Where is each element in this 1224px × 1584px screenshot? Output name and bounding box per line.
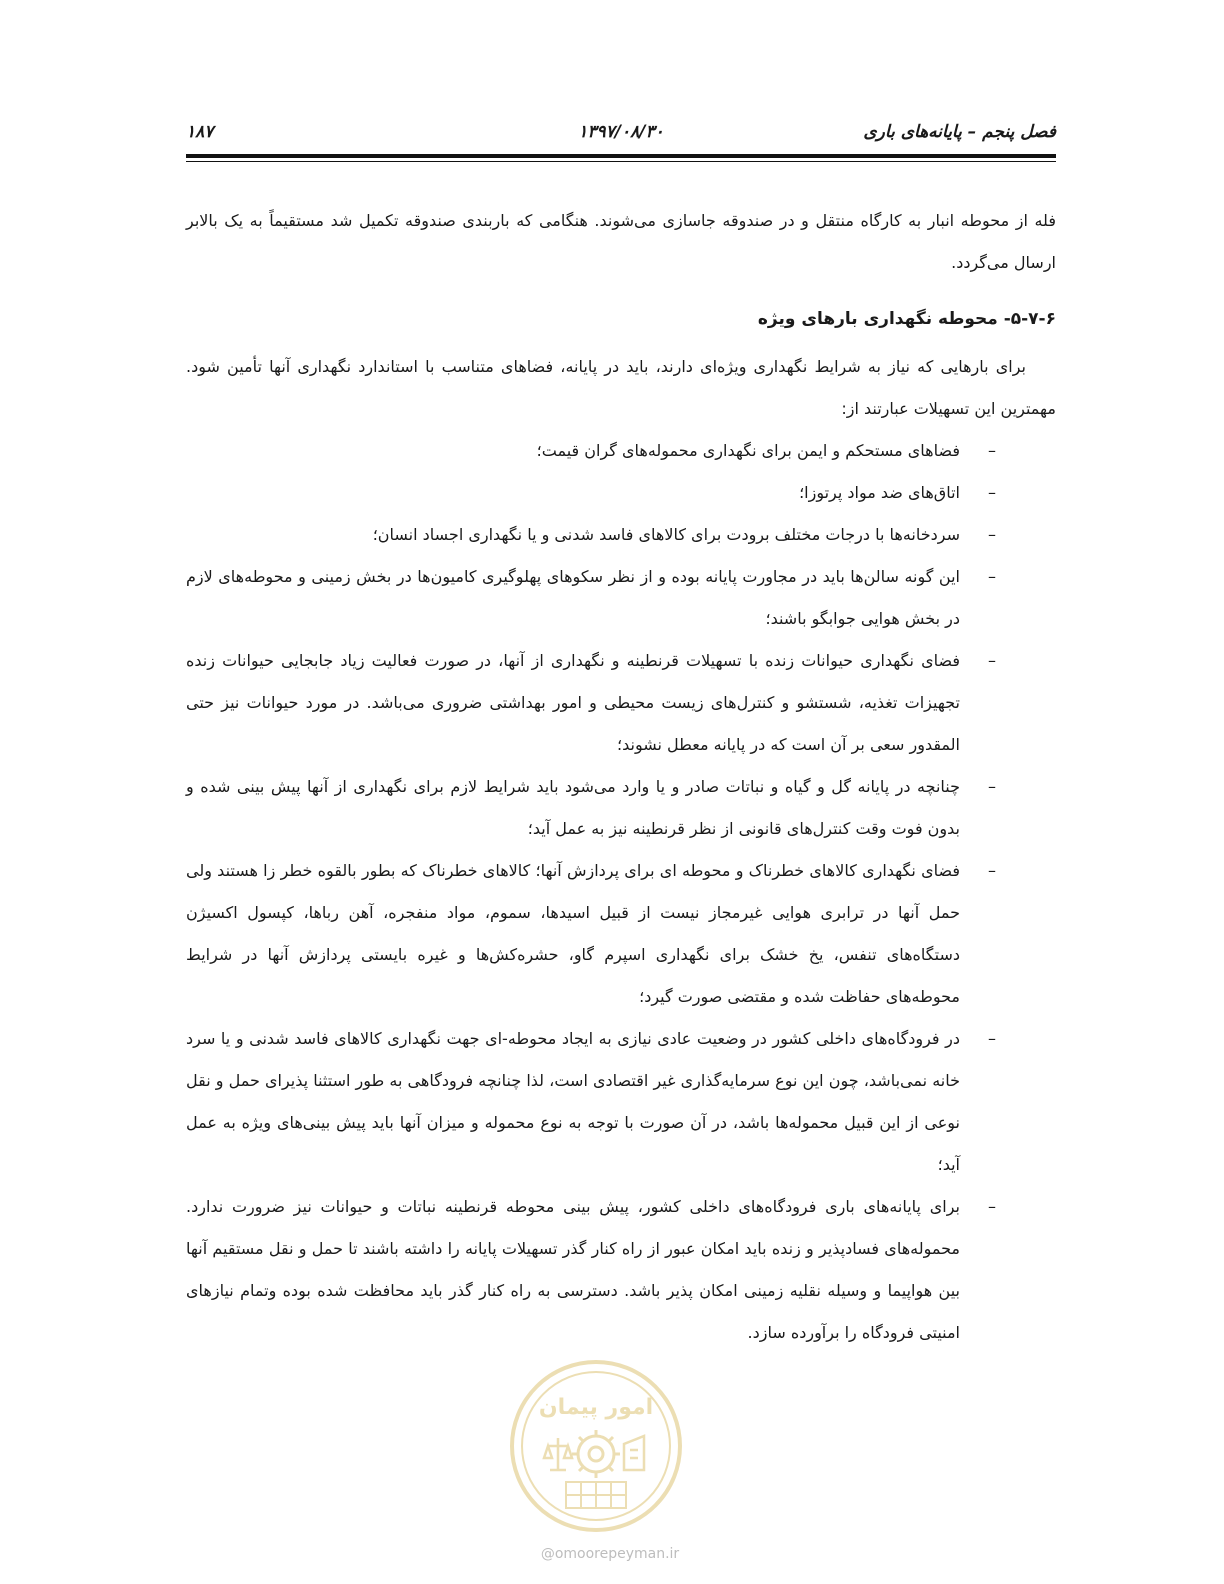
list-item — [186, 1186, 1056, 1354]
chapter-title: فصل پنجم – پایانه‌های باری — [863, 122, 1056, 142]
bullet-dash: – — [988, 483, 996, 502]
list-item — [186, 514, 1056, 556]
scales-icon — [544, 1438, 572, 1470]
seal-text: امور پیمان — [538, 1395, 654, 1420]
list-item-text: فضای نگهداری حیوانات زنده با تسهیلات قرنطینه و نگهداری از آنها، در صورت فعالیت زیاد جابجایی حیوانات زنده تجهیزات تغذیه، شستشو و کنترل‌های زیست محیطی و امور بهداشتی ضروری می‌باشد. در مورد حیوانات نیز حتی المقدور سعی بر آن است که در پایانه معطل نشوند؛ — [186, 651, 960, 754]
list-item-text: در فرودگاه‌های داخلی کشور در وضعیت عادی نیازی به ایجاد محوطه-ای جهت نگهداری کالاهای فاسد شدنی و یا سرد خانه نمی‌باشد، چون این نوع سرمایه‌گذاری غیر اقتصادی است، لذا چنانچه فرودگاهی به طور استثنا پذیرای حمل و نقل نوعی از این قبیل محموله‌ها باشد، در آن صورت با توجه به نوع محموله و میزان آنها باید پیش بینی‌های ویژه به عمل آید؛ — [186, 1029, 960, 1174]
list-item — [186, 1018, 1056, 1186]
list-item-text: چنانچه در پایانه گل و گیاه و نباتات صادر و یا وارد می‌شود باید شرایط لازم برای نگهداری از آنها پیش بینی شده و بدون فوت وقت کنترل‌های قانونی از نظر قرنطینه نیز به عمل آید؛ — [186, 777, 960, 838]
list-item-text: برای پایانه‌های باری فرودگاه‌های داخلی کشور، پیش بینی محوطه قرنطینه نباتات و حیوانات نیز ضرورت ندارد. محموله‌های فسادپذیر و زنده باید امکان عبور از راه کنار گذر تسهیلات پایانه را داشته باشند تا حمل و نقل مستقیم آنها بین هواپیما و وسیله نقلیه زمینی امکان پذیر باشد. دسترسی به راه کنار گذر باید محافظت شده بوده وتمام نیازهای امنیتی فرودگاه را برآورده سازد. — [186, 1197, 960, 1342]
header-rule-thick — [186, 154, 1056, 158]
list-item-text: این گونه سالن‌ها باید در مجاورت پایانه بوده و از نظر سکوهای پهلوگیری کامیون‌ها در بخش زمینی و محوطه‌های لازم در بخش هوایی جوابگو باشند؛ — [186, 567, 960, 628]
list-item-text: سردخانه‌ها با درجات مختلف برودت برای کالاهای فاسد شدنی و یا نگهداری اجساد انسان؛ — [372, 525, 960, 544]
page-header — [186, 118, 1056, 148]
section-heading: ۵-۷-۶- محوطه نگهداری بارهای ویژه — [757, 309, 1056, 329]
list-item-text: فضاهای مستحکم و ایمن برای نگهداری محموله‌های گران قیمت؛ — [536, 441, 960, 460]
header-rule-thin — [186, 161, 1056, 162]
bullet-dash: – — [988, 1197, 996, 1216]
body-content — [186, 200, 1056, 1354]
grid-icon — [566, 1482, 626, 1508]
list-item — [186, 472, 1056, 514]
list-item — [186, 850, 1056, 1018]
building-icon — [624, 1436, 644, 1470]
gear-icon — [572, 1430, 620, 1478]
facility-list — [186, 430, 1056, 1354]
section-paragraph: برای بارهایی که نیاز به شرایط نگهداری ویژه‌ای دارند، باید در پایانه، فضاهای متناسب با استاندارد نگهداری آنها تأمین شود. مهمترین این تسهیلات عبارتند از: — [186, 357, 1056, 418]
list-item-text: فضای نگهداری کالاهای خطرناک و محوطه ای برای پردازش آنها؛ کالاهای خطرناک که بطور بالقوه خطر زا هستند ولی حمل آنها در ترابری هوایی غیرمجاز نیست از قبیل اسیدها، سموم، مواد منفجره، آهن رباها، کپسول اکسیژن دستگاه‌های تنفس، یخ خشک برای نگهداری اسپرم گاو، حشره‌کش‌ها و غیره بایستی پردازش آنها در شرایط محوطه‌های حفاظت شده و مقتضی صورت گیرد؛ — [186, 861, 960, 1006]
bullet-dash: – — [988, 525, 996, 544]
bullet-dash: – — [988, 1029, 996, 1048]
intro-paragraph: فله از محوطه انبار به کارگاه منتقل و در صندوقه جاسازی می‌شوند. هنگامی که باربندی صندوقه تکمیل شد مستقیماً به یک بالابر ارسال می‌گردد. — [186, 211, 1056, 272]
list-item — [186, 640, 1056, 766]
header-date: ۱۳۹۷/۰۸/۳۰ — [578, 122, 664, 142]
watermark-website: @omoorepeyman.ir — [540, 1546, 680, 1562]
bullet-dash: – — [988, 567, 996, 586]
page-number: ۱۸۷ — [186, 122, 214, 142]
bullet-dash: – — [988, 441, 996, 460]
bullet-dash: – — [988, 651, 996, 670]
bullet-dash: – — [988, 777, 996, 796]
list-item-text: اتاق‌های ضد مواد پرتوزا؛ — [799, 483, 960, 502]
list-item — [186, 766, 1056, 850]
list-item — [186, 430, 1056, 472]
bullet-dash: – — [988, 861, 996, 880]
seal-watermark — [508, 1358, 684, 1534]
list-item — [186, 556, 1056, 640]
